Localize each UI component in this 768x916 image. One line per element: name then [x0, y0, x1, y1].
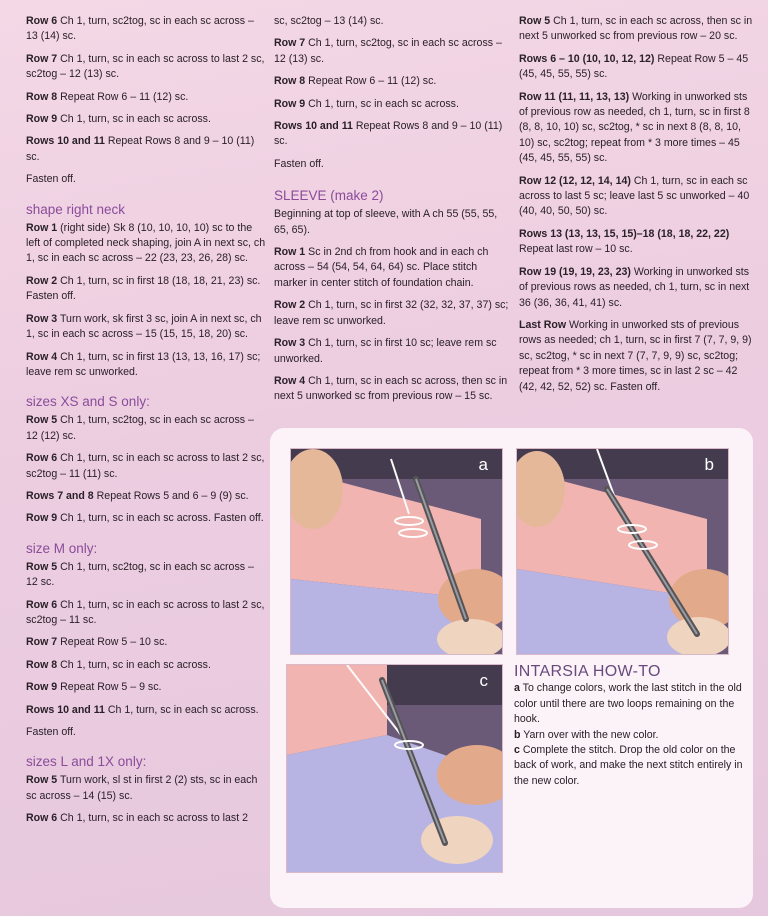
instruction-text: Fasten off. — [26, 726, 76, 738]
instruction-label: Row 6 — [26, 812, 58, 825]
instruction-text: Ch 1, turn, sc in first 10 sc; leave rem sc unworked. — [274, 337, 497, 365]
instruction-text: Working in unworked sts of previous rows as needed, ch 1, turn, sc in next 36 (36, 36, 41, 41) sc. — [519, 265, 750, 309]
instruction-text: Ch 1, turn, sc in each sc across, then sc in next 5 unworked sc from previous row – 15 sc. — [274, 374, 508, 403]
howto-steps — [514, 681, 746, 789]
instruction-paragraph — [26, 680, 266, 695]
instruction-paragraph — [26, 560, 266, 591]
column-2 — [274, 14, 510, 412]
photo-b-label: b — [704, 455, 714, 474]
instruction-paragraph — [26, 658, 266, 673]
instruction-paragraph — [26, 511, 266, 526]
instruction-text: Sc in 2nd ch from hook and in each ch across – 54 (54, 54, 64, 64) sc. Place stitch marker in center stitch of foundation chain. — [274, 246, 489, 289]
instruction-text: Fasten off. — [274, 157, 324, 170]
instruction-text: Beginning at top of sleeve, with A ch 55 (55, 55, 65, 65). — [274, 208, 498, 236]
instruction-text: sc, sc2tog – 13 (14) sc. — [274, 15, 384, 27]
instruction-label: Rows 13 (13, 13, 15, 15)–18 (18, 18, 22, 22) — [519, 227, 730, 240]
instruction-label: Row 6 — [26, 452, 58, 465]
photo-c-label: c — [479, 671, 488, 690]
instruction-label: Row 19 (19, 19, 23, 23) — [519, 265, 631, 278]
col1-intro — [26, 14, 266, 188]
instruction-text: Fasten off. — [26, 173, 76, 186]
instruction-label: Row 1 — [26, 221, 58, 234]
instruction-text: Repeat Row 5 – 9 sc. — [60, 681, 162, 694]
instruction-paragraph — [26, 350, 266, 381]
instruction-label: Row 7 — [26, 636, 58, 649]
instruction-paragraph — [274, 97, 510, 112]
col1-section1 — [26, 221, 266, 381]
photo-b — [516, 448, 729, 655]
instruction-paragraph — [274, 207, 510, 238]
instruction-text: Ch 1, turn, sc2tog, sc in each sc across – 12 sc. — [26, 560, 254, 589]
instruction-label: c — [514, 744, 520, 757]
instruction-paragraph — [519, 90, 755, 167]
instruction-label: b — [514, 728, 521, 741]
instruction-label: Row 9 — [26, 681, 58, 694]
instruction-label: Row 5 — [26, 560, 58, 573]
instruction-text: Ch 1, turn, sc in each sc across. — [60, 113, 211, 126]
instruction-paragraph — [274, 14, 510, 29]
instruction-label: Rows 10 and 11 — [26, 703, 105, 716]
instruction-text: To change colors, work the last stitch in the old color until there are two loops remaining on the hook. — [514, 682, 742, 726]
instruction-text: Repeat Row 6 – 11 (12) sc. — [308, 75, 437, 88]
crochet-photo-c — [287, 665, 502, 872]
col1-section3 — [26, 560, 266, 741]
instruction-text: Ch 1, turn, sc in each sc across to last 2 sc, sc2tog – 11 sc. — [26, 598, 265, 626]
instruction-text: Ch 1, turn, sc2tog, sc in each sc across – 12 (12) sc. — [26, 414, 254, 442]
instruction-label: Row 9 — [274, 97, 306, 110]
instruction-label: Row 8 — [274, 75, 306, 88]
instruction-paragraph — [519, 174, 755, 220]
instruction-text: Ch 1, turn, sc in each sc across to last 2 sc, sc2tog – 12 (13) sc. — [26, 52, 265, 81]
instruction-paragraph — [519, 14, 755, 45]
instruction-label: Row 12 (12, 12, 14, 14) — [519, 174, 631, 187]
col2-sleeve — [274, 207, 510, 404]
instruction-label: Row 3 — [274, 337, 306, 350]
photo-c — [286, 664, 503, 873]
instruction-label: Row 2 — [26, 274, 58, 287]
crochet-photo-a — [291, 449, 502, 654]
intarsia-howto — [514, 664, 746, 789]
instruction-label: a — [514, 682, 520, 695]
instruction-text: Ch 1, turn, sc in each sc across to last 2 sc, sc2tog – 11 (11) sc. — [26, 452, 265, 480]
instruction-label: Row 5 — [519, 15, 551, 27]
instruction-paragraph — [274, 157, 510, 172]
instruction-label: Row 6 — [26, 15, 58, 27]
instruction-text: Ch 1, turn, sc in first 32 (32, 32, 37, 37) sc; leave rem sc unworked. — [274, 299, 509, 327]
col1-section2 — [26, 413, 266, 526]
instruction-paragraph — [274, 245, 510, 291]
instruction-paragraph — [26, 773, 266, 804]
instruction-text: Working in unworked sts of previous row as needed, ch 1, turn, sc in first 8 (8, 8, 10, 10) sc, sc2tog, * sc in next 8 (8, 8, 10, 10) sc, sc2tog; repeat from * 3 more times – 45 (45, 45, 55, 55) sc. — [519, 90, 750, 165]
instruction-text: Ch 1, turn, sc in each sc across. — [60, 658, 211, 671]
instruction-text: Turn work, sk first 3 sc, join A in next sc, ch 1, sc in each sc across – 15 (15, 15, 18, 20) sc. — [26, 312, 262, 341]
instruction-paragraph — [26, 14, 266, 45]
instruction-text: Repeat Row 5 – 10 sc. — [60, 636, 168, 649]
instruction-paragraph — [26, 413, 266, 444]
instruction-label: Row 1 — [274, 246, 306, 259]
instruction-text: Repeat Row 5 – 45 (45, 45, 55, 55) sc. — [519, 52, 749, 81]
instruction-paragraph — [26, 312, 266, 343]
heading-sizes-l-1x: sizes L and 1X only: — [26, 754, 147, 770]
instruction-label: Rows 10 and 11 — [26, 135, 105, 148]
instruction-text: Repeat last row – 10 sc. — [519, 243, 633, 256]
instruction-label: Row 5 — [26, 414, 58, 427]
instruction-paragraph — [519, 318, 755, 395]
instruction-paragraph — [26, 725, 266, 740]
instruction-label: Row 7 — [274, 37, 306, 50]
crochet-photo-b — [517, 449, 728, 654]
instruction-label: Rows 7 and 8 — [26, 489, 94, 502]
instruction-paragraph — [26, 172, 266, 187]
instruction-paragraph — [274, 36, 510, 67]
instruction-paragraph — [26, 811, 266, 826]
column-1 — [26, 14, 266, 834]
photo-a-label: a — [478, 455, 488, 474]
photo-a — [290, 448, 503, 655]
instruction-text: Repeat Rows 8 and 9 – 10 (11) sc. — [274, 120, 503, 148]
instruction-label: Row 6 — [26, 598, 58, 611]
instruction-label: Row 9 — [26, 512, 58, 525]
instruction-text: Repeat Rows 5 and 6 – 9 (9) sc. — [96, 489, 249, 502]
howto-title: INTARSIA HOW-TO — [514, 663, 661, 680]
instruction-paragraph — [26, 274, 266, 305]
heading-sleeve: SLEEVE (make 2) — [274, 188, 384, 204]
instruction-paragraph — [26, 489, 266, 504]
instruction-paragraph — [26, 703, 266, 718]
instruction-label: Row 11 (11, 11, 13, 13) — [519, 90, 630, 103]
instruction-text: Ch 1, turn, sc in each sc across, then sc in next 5 unworked sc from previous row – 20 sc. — [519, 15, 753, 43]
instruction-label: Row 2 — [274, 299, 306, 312]
instruction-label: Row 9 — [26, 113, 58, 126]
instruction-label: Row 4 — [274, 374, 306, 387]
instruction-text: Ch 1, turn, sc in first 18 (18, 18, 21, 23) sc. Fasten off. — [26, 274, 261, 303]
heading-size-m: size M only: — [26, 540, 98, 556]
instruction-text: Ch 1, turn, sc in each sc across to last 5 sc; leave last 5 sc unworked – 40 (40, 40, 50, 50) sc. — [519, 174, 750, 218]
instruction-paragraph — [514, 681, 746, 727]
instruction-label: Row 8 — [26, 658, 58, 671]
instruction-paragraph — [26, 635, 266, 650]
instruction-text: Turn work, sl st in first 2 (2) sts, sc in each sc across – 14 (15) sc. — [26, 774, 258, 802]
col2-intro — [274, 14, 510, 172]
instruction-text: Ch 1, turn, sc in each sc across. — [107, 703, 259, 716]
instruction-text: Ch 1, turn, sc2tog, sc in each sc across – 12 (13) sc. — [274, 37, 502, 65]
instruction-text: Ch 1, turn, sc in each sc across to last 2 — [60, 812, 248, 825]
instruction-text: Ch 1, turn, sc in first 13 (13, 13, 16, 17) sc; leave rem sc unworked. — [26, 350, 261, 378]
instruction-label: Row 7 — [26, 52, 58, 65]
instruction-text: Repeat Rows 8 and 9 – 10 (11) sc. — [26, 135, 255, 163]
instruction-label: Rows 10 and 11 — [274, 120, 353, 133]
instruction-paragraph — [26, 112, 266, 127]
column-3 — [519, 14, 755, 402]
instruction-text: Complete the stitch. Drop the old color on the back of work, and make the next stitch entirely in the new color. — [514, 744, 743, 787]
instruction-label: Row 4 — [26, 350, 58, 363]
instruction-paragraph — [26, 90, 266, 105]
instruction-paragraph — [519, 265, 755, 311]
instruction-text: Ch 1, turn, sc in each sc across. — [308, 97, 459, 110]
col3-items — [519, 14, 755, 395]
instruction-label: Row 8 — [26, 90, 58, 103]
instruction-label: Rows 6 – 10 (10, 10, 12, 12) — [519, 52, 655, 65]
instruction-paragraph — [514, 743, 746, 789]
instruction-paragraph — [514, 728, 746, 743]
instruction-label: Last Row — [519, 318, 567, 331]
instruction-label: Row 3 — [26, 312, 58, 325]
instruction-text: Ch 1, turn, sc2tog, sc in each sc across – 13 (14) sc. — [26, 15, 254, 43]
instruction-text: Repeat Row 6 – 11 (12) sc. — [60, 90, 189, 103]
instruction-paragraph — [274, 374, 510, 405]
instruction-text: Yarn over with the new color. — [523, 728, 659, 741]
instruction-paragraph — [26, 451, 266, 482]
instruction-paragraph — [26, 221, 266, 267]
instruction-paragraph — [274, 336, 510, 367]
instruction-paragraph — [26, 598, 266, 629]
instruction-label: Row 5 — [26, 774, 58, 787]
instruction-paragraph — [519, 52, 755, 83]
instruction-text: Working in unworked sts of previous rows as needed; ch 1, turn, sc in first 7 (7, 7, 9, 9) sc, sc2tog, * sc in next 7 (7, 7, 9, 9) sc, sc2tog; repeat from * 3 more times, sc in last 2 sc – 42 (42, 42, 52, 52) sc. Fasten off. — [519, 318, 752, 393]
instruction-text: Ch 1, turn, sc in each sc across. Fasten off. — [60, 512, 264, 525]
heading-sizes-xs-s: sizes XS and S only: — [26, 394, 150, 410]
instruction-paragraph — [519, 227, 755, 258]
instruction-paragraph — [26, 52, 266, 83]
instruction-paragraph — [26, 134, 266, 165]
instruction-paragraph — [274, 119, 510, 150]
instruction-paragraph — [274, 74, 510, 89]
col1-section4 — [26, 773, 266, 826]
heading-shape-right-neck: shape right neck — [26, 201, 126, 217]
instruction-text: (right side) Sk 8 (10, 10, 10, 10) sc to the left of completed neck shaping, join A in next sc, ch 1, sc in each sc across – 22 (23, 23, 26, 28) sc. — [26, 221, 266, 265]
instruction-paragraph — [274, 298, 510, 329]
